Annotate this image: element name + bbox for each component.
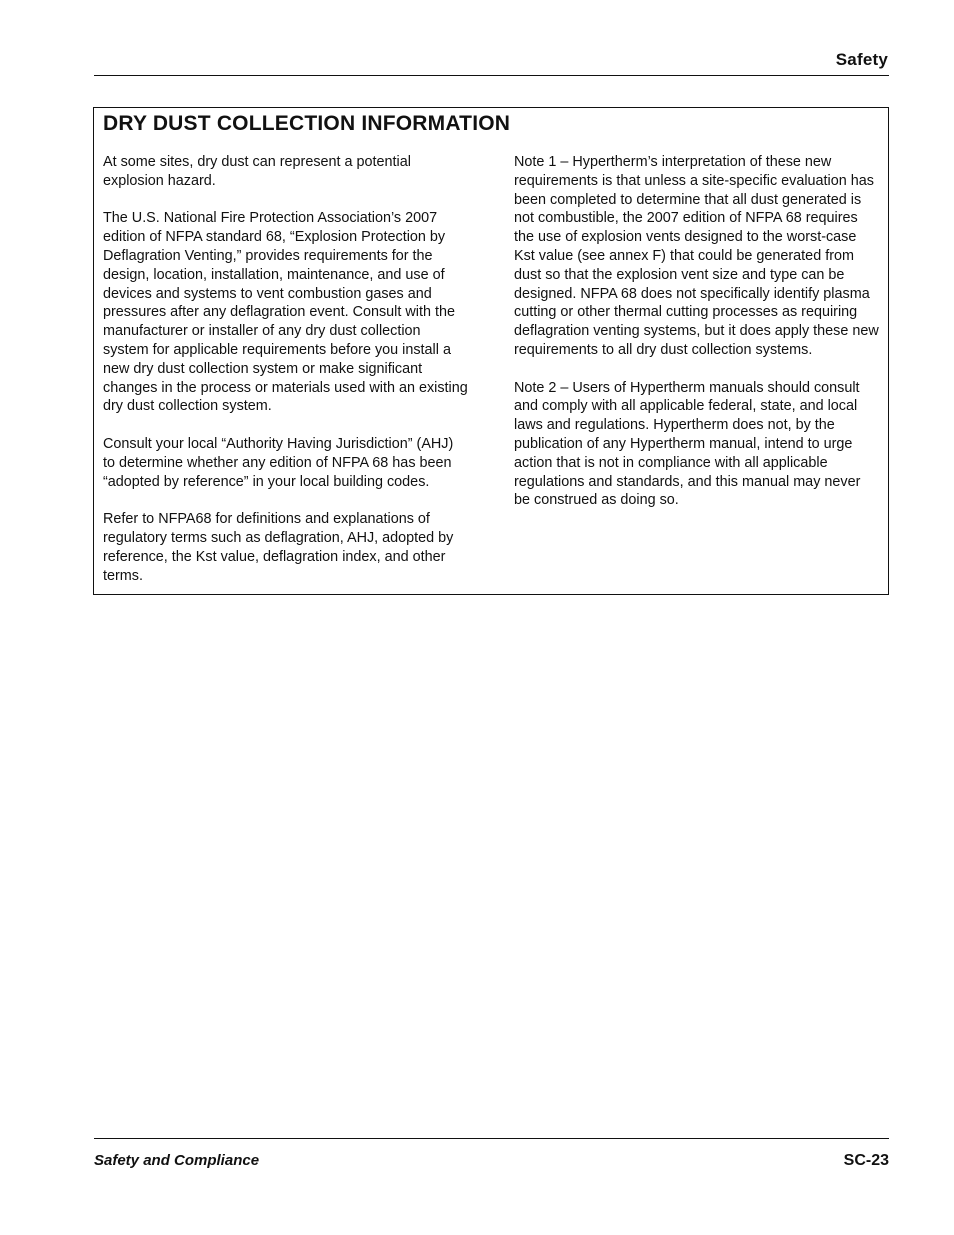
note-paragraph: Note 1 – Hypertherm’s interpretation of these new requirements is that unless a site-specific evaluation has been completed to determine that all dust generated is not combustible, the 2007 edition of NFPA 68 requires the use of explosion vents designed to the worst-case Kst value (see annex F) that could be generated from dust so that the explosion vent size and type can be designed. NFPA 68 does not specifically identify plasma cutting or other thermal cutting processes as requiring deflagration venting systems, but it does apply these new requirements to all dry dust collection systems. xyxy=(514,154,879,358)
right-column xyxy=(514,153,879,529)
section-title: DRY DUST COLLECTION INFORMATION xyxy=(103,112,511,135)
paragraph: Consult your local “Authority Having Jurisdiction” (AHJ) to determine whether any edition of NFPA 68 has been “adopted by reference” in your local building codes. xyxy=(103,435,454,490)
left-column xyxy=(103,153,469,604)
header-section-title: Safety xyxy=(835,50,888,69)
paragraph: Refer to NFPA68 for definitions and explanations of regulatory terms such as deflagration, AHJ, adopted by reference, the Kst value, deflagration index, and other terms. xyxy=(103,511,454,584)
dry-dust-info-box xyxy=(93,107,889,595)
header-divider xyxy=(94,75,889,76)
page-number: SC-23 xyxy=(843,1152,889,1169)
paragraph: The U.S. National Fire Protection Association’s 2007 edition of NFPA standard 68, “Explosion Protection by Deflagration Venting,” provides requirements for the design, location, installation, maintenance, and use of devices and systems to vent combustion gases and pressures after any deflagration event. Consult with the manufacturer or installer of any dry dust collection system for applicable requirements before you install a new dry dust collection system or make significant changes in the process or materials used with an existing dry dust collection system. xyxy=(103,210,468,415)
note-paragraph: Note 2 – Users of Hypertherm manuals should consult and comply with all applicable federal, state, and local laws and regulations. Hypertherm does not, by the publication of any Hypertherm manual, intend to urge action that is not in compliance with all applicable regulations and standards, and this manual may never be construed as doing so. xyxy=(514,379,861,509)
paragraph: At some sites, dry dust can represent a potential explosion hazard. xyxy=(103,154,411,189)
footer-divider xyxy=(94,1138,889,1139)
footer-manual-title: Safety and Compliance xyxy=(94,1152,260,1169)
